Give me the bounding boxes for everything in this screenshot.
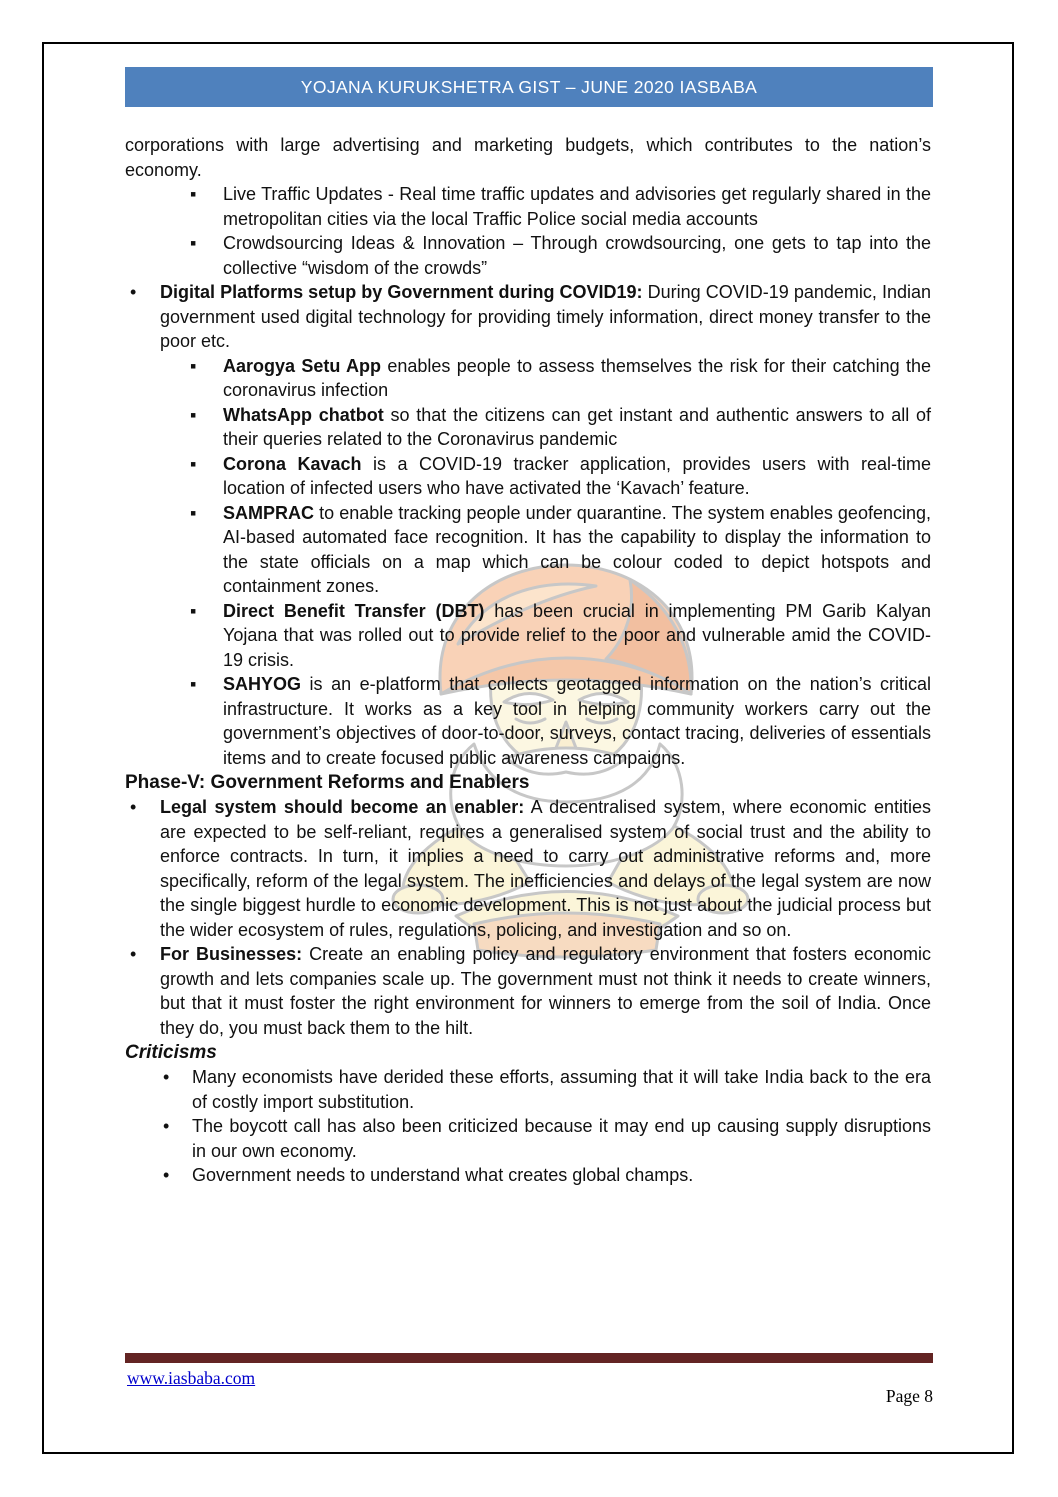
continuation-paragraph: corporations with large advertising and marketing budgets, which contributes to the nation’s economy. — [125, 135, 931, 180]
item-text: Many economists have derided these efforts, assuming that it will take India back to the era of costly import substitution. — [192, 1067, 931, 1112]
item-term: Corona Kavach — [223, 453, 362, 474]
bullet-square-icon: ▪ — [190, 600, 197, 621]
item-text: A decentralised system, where economic entities are expected to be self-reliant, requires a generalised system of social trust and the ability to enforce contracts. In turn, it implies a need to carry out administrative reforms and, more specifically, reform of the legal system. The inefficiencies and delays of the legal system are now the single biggest hurdle to economic development. This is not just about the judicial process but the wider ecosystem of rules, regulations, policing, and investigation and so on. — [160, 797, 932, 940]
list-item — [125, 1163, 931, 1188]
list-item — [125, 280, 931, 770]
item-term: Direct Benefit Transfer (DBT) — [223, 600, 485, 621]
phase-v-heading: Phase-V: Government Reforms and Enablers — [125, 772, 530, 793]
item-term: WhatsApp chatbot — [223, 404, 384, 425]
footer-website-link[interactable]: www.iasbaba.com — [127, 1368, 256, 1388]
top-bullet-list — [125, 182, 931, 280]
list-item — [125, 1114, 931, 1163]
list-item — [160, 403, 931, 452]
bullet-square-icon: ▪ — [190, 355, 197, 376]
item-term: SAMPRAC — [223, 502, 315, 523]
document-body — [125, 133, 931, 1188]
bullet-square-icon: ▪ — [190, 674, 197, 694]
digital-platforms-items — [160, 354, 931, 771]
item-text: enables people to assess themselves the risk for their catching the coronavirus infection — [223, 355, 931, 400]
item-text: so that the citizens can get instant and authentic answers to all of their queries related to the Coronavirus pandemic — [223, 404, 931, 449]
item-term: Aarogya Setu App — [223, 355, 382, 376]
bullet-round-icon: • — [130, 797, 137, 817]
bullet-round-icon: • — [163, 1116, 170, 1136]
list-item — [125, 1065, 931, 1114]
item-text: The boycott call has also been criticized because it may end up causing supply disruptions in our own economy. — [192, 1116, 931, 1161]
bullet-round-icon: • — [130, 944, 137, 964]
item-text: Crowdsourcing Ideas & Innovation – Through crowdsourcing, one gets to tap into the collective “wisdom of the crowds” — [223, 233, 931, 278]
item-text: Create an enabling policy and regulatory environment that fosters economic growth and lets companies scale up. The government must not think it needs to create winners, but that it must foster the right environment for winners to emerge from the soil of India. Once they do, you must back them to the hilt. — [160, 944, 932, 1038]
list-item — [160, 354, 931, 403]
bullet-square-icon: ▪ — [190, 184, 197, 204]
bullet-square-icon: ▪ — [190, 233, 197, 253]
item-term: SAHYOG — [223, 674, 302, 694]
criticisms-heading: Criticisms — [125, 1042, 217, 1063]
list-item — [125, 182, 931, 231]
item-text: Live Traffic Updates - Real time traffic updates and advisories get regularly shared in the metropolitan cities via the local Traffic Police social media accounts — [223, 184, 931, 229]
list-item — [160, 599, 931, 673]
criticisms-bullet-list — [125, 1065, 931, 1188]
list-item — [125, 942, 931, 1040]
bullet-round-icon: • — [163, 1165, 170, 1185]
footer-divider-bar — [125, 1353, 933, 1363]
bullet-round-icon: • — [163, 1067, 170, 1087]
item-text: is a COVID-19 tracker application, provides users with real-time location of infected users who have activated the ‘Kavach’ feature. — [223, 453, 931, 498]
item-term: Digital Platforms setup by Government during COVID19: — [160, 282, 643, 302]
item-term: Legal system should become an enabler: — [160, 797, 525, 817]
item-text: is an e-platform that collects geotagged information on the nation’s critical infrastructure. It works as a key tool in helping community workers carry out the government’s objectives of door-to-door, surveys, contact tracing, deliveries of essentials items and to create focused public awareness campaigns. — [223, 674, 931, 768]
list-item — [160, 452, 931, 501]
bullet-round-icon: • — [130, 282, 137, 302]
bullet-square-icon: ▪ — [190, 453, 197, 474]
item-text: Government needs to understand what creates global champs. — [192, 1165, 694, 1185]
item-term: For Businesses: — [160, 944, 303, 964]
page-header-banner: YOJANA KURUKSHETRA GIST – JUNE 2020 IASBABA — [125, 67, 933, 107]
item-text: During COVID-19 pandemic, Indian government used digital technology for providing timely information, direct money transfer to the poor etc. — [160, 282, 931, 351]
item-text: has been crucial in implementing PM Garib Kalyan Yojana that was rolled out to provide relief to the poor and vulnerable amid the COVID-19 crisis. — [223, 600, 932, 670]
digital-platforms-section — [125, 280, 931, 770]
bullet-square-icon: ▪ — [190, 404, 197, 425]
phase-v-bullet-list — [125, 795, 931, 1040]
list-item — [160, 672, 931, 770]
item-text: to enable tracking people under quarantine. The system enables geofencing, AI-based automated face recognition. It has the capability to display the information to the state officials on a map which can be colour coded to depict hotspots and containment zones. — [223, 502, 931, 596]
list-item — [160, 501, 931, 599]
page-number: Page 8 — [885, 1386, 933, 1406]
list-item — [125, 795, 931, 942]
list-item — [125, 231, 931, 280]
bullet-square-icon: ▪ — [190, 502, 197, 523]
